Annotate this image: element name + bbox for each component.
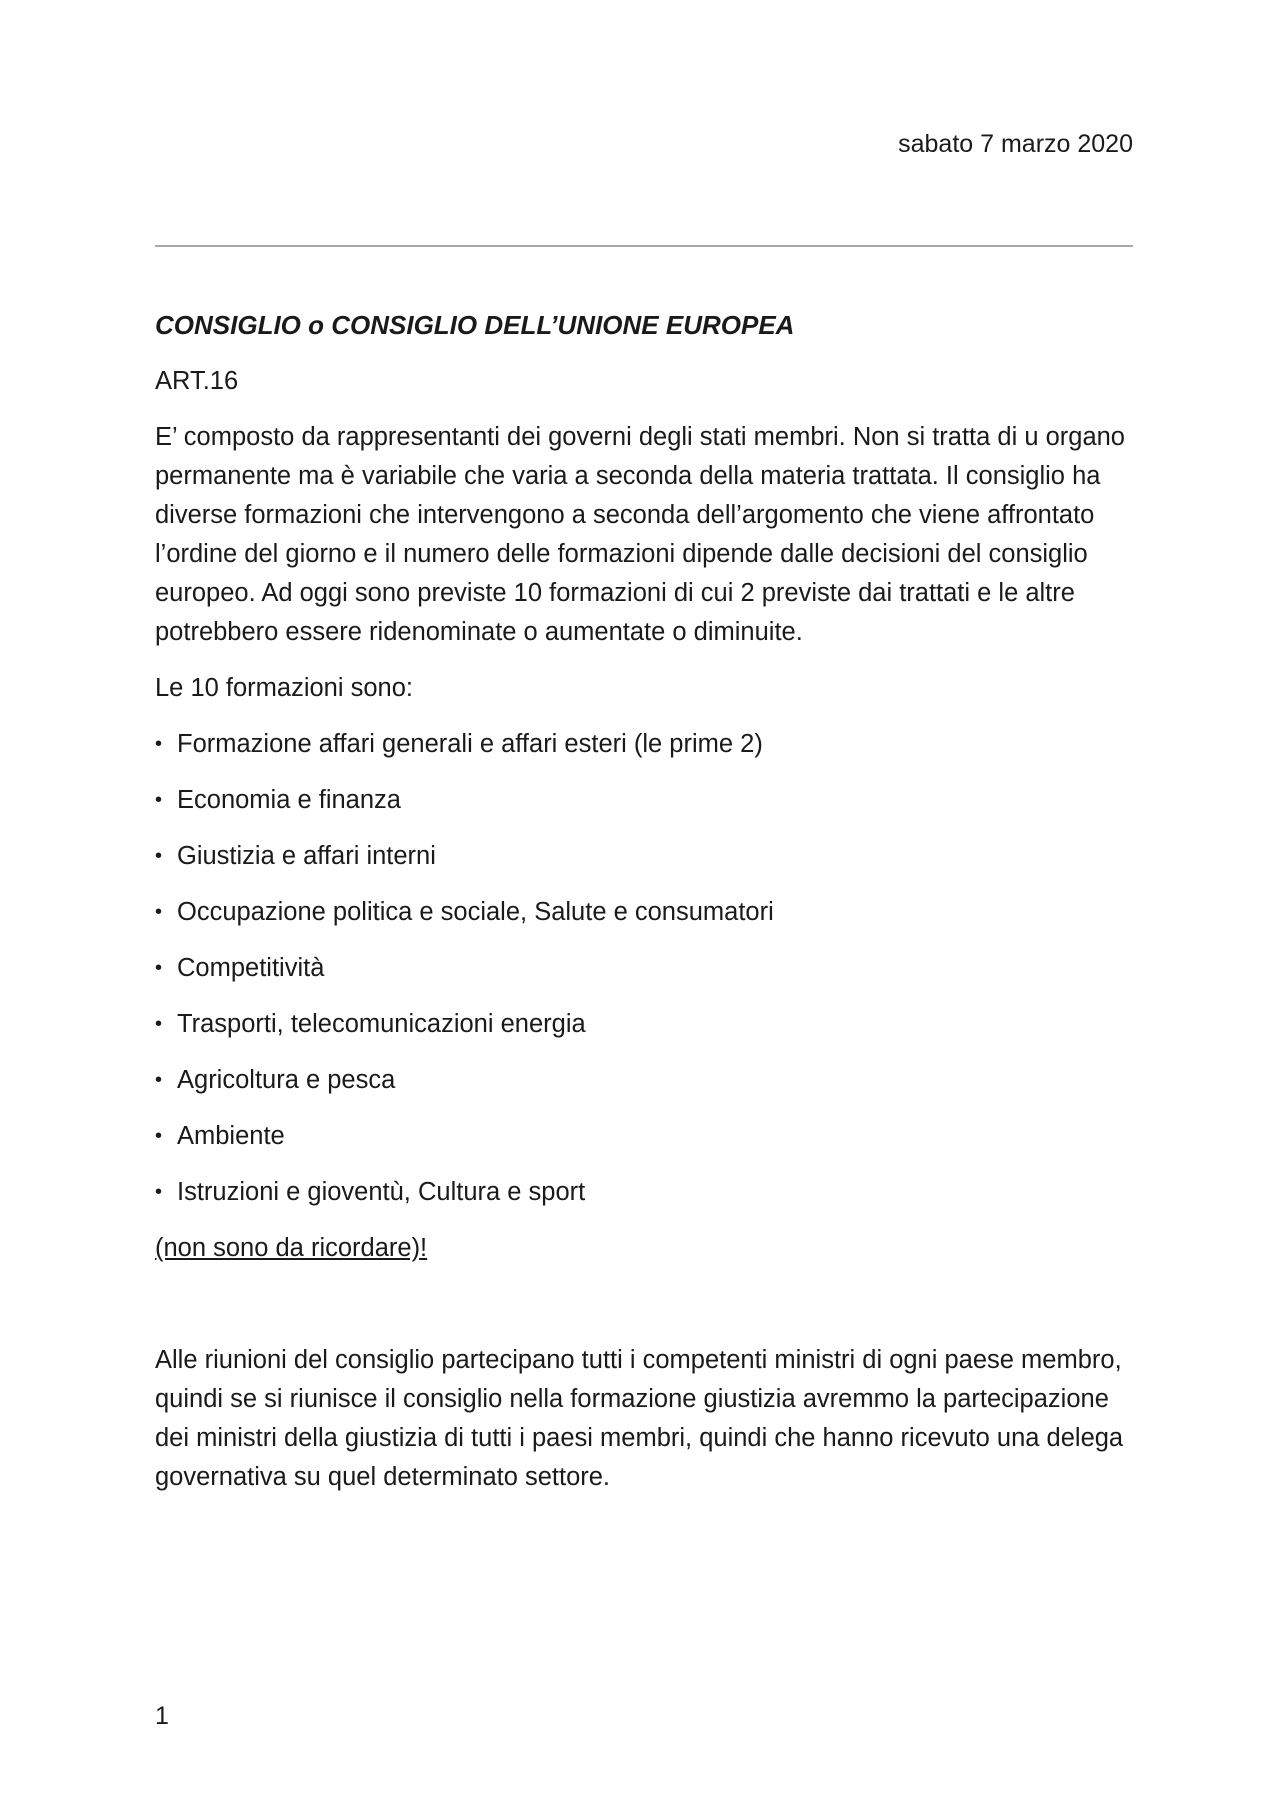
list-item-text: Trasporti, telecomunicazioni energia <box>177 1010 586 1038</box>
bullet-icon: • <box>155 845 163 867</box>
bullet-icon: • <box>155 733 163 755</box>
bullet-icon: • <box>155 901 163 923</box>
list-item <box>155 1173 1135 1212</box>
list-item <box>155 837 1135 876</box>
header-divider <box>155 245 1133 247</box>
bullet-icon: • <box>155 1069 163 1091</box>
bullet-icon: • <box>155 957 163 979</box>
page-number: 1 <box>155 1702 169 1730</box>
list-item-text: Giustizia e affari interni <box>177 842 436 870</box>
bullet-icon: • <box>155 1013 163 1035</box>
document-title: CONSIGLIO o CONSIGLIO DELL’UNIONE EUROPEA <box>155 310 795 340</box>
document-body <box>155 306 1135 1514</box>
list-item <box>155 1061 1135 1100</box>
list-item <box>155 1005 1135 1044</box>
list-item-text: Occupazione politica e sociale, Salute e consumatori <box>177 898 774 926</box>
list-item <box>155 725 1135 764</box>
article-number: ART.16 <box>155 367 239 395</box>
list-item-text: Ambiente <box>177 1122 285 1150</box>
list-item <box>155 1117 1135 1156</box>
list-item <box>155 781 1135 820</box>
paragraph-spacer <box>155 1285 1135 1341</box>
formations-list <box>155 725 1135 1212</box>
document-date: sabato 7 marzo 2020 <box>898 130 1133 158</box>
list-item-text: Competitività <box>177 954 325 982</box>
intro-paragraph: E’ composto da rappresentanti dei governi degli stati membri. Non si tratta di u organo permanente ma è variabile che varia a seconda della materia trattata. Il consiglio ha diverse formazioni che intervengono a seconda dell’argomento che viene affrontato l’ordine del giorno e il numero delle formazioni dipende dalle decisioni del consiglio europeo. Ad oggi sono previste 10 formazioni di cui 2 previste dai trattati e le altre potrebbero essere ridenominate o aumentate o diminuite. <box>155 423 1125 646</box>
bullet-icon: • <box>155 789 163 811</box>
list-item-text: Istruzioni e gioventù, Cultura e sport <box>177 1178 586 1206</box>
list-item-text: Economia e finanza <box>177 786 401 814</box>
meetings-paragraph: Alle riunioni del consiglio partecipano tutti i competenti ministri di ogni paese membro, quindi se si riunisce il consiglio nella formazione giustizia avremmo la partecipazione dei ministri della giustizia di tutti i paesi membri, quindi che hanno ricevuto una delega governativa su quel determinato settore. <box>155 1346 1124 1491</box>
list-intro: Le 10 formazioni sono: <box>155 674 413 702</box>
bullet-icon: • <box>155 1181 163 1203</box>
list-item-text: Agricoltura e pesca <box>177 1066 396 1094</box>
list-item <box>155 949 1135 988</box>
memorize-note: (non sono da ricordare)! <box>155 1234 428 1262</box>
list-item <box>155 893 1135 932</box>
list-item-text: Formazione affari generali e affari esteri (le prime 2) <box>177 730 763 758</box>
bullet-icon: • <box>155 1125 163 1147</box>
